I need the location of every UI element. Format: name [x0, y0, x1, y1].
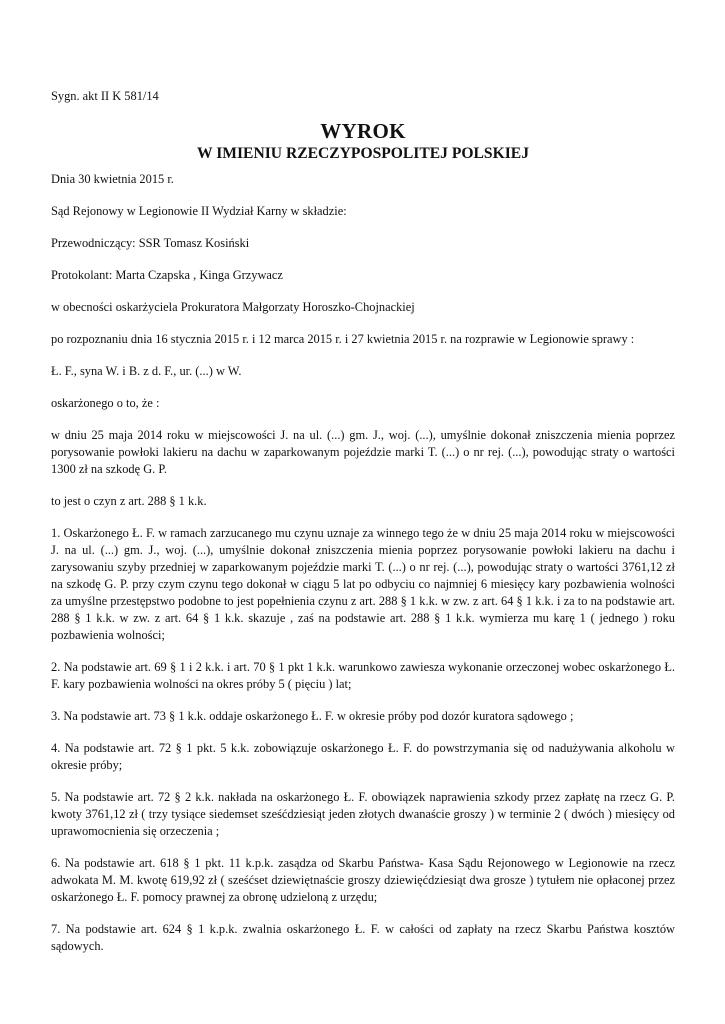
ruling-point-4: 4. Na podstawie art. 72 § 1 pkt. 5 k.k. zobowiązuje oskarżonego Ł. F. do powstrzymania się od nadużywania alkoholu w okresie próby; — [51, 741, 675, 772]
hearing-dates: po rozpoznaniu dnia 16 stycznia 2015 r. i 12 marca 2015 r. i 27 kwietnia 2015 r. na rozprawie w Legionowie sprawy : — [51, 332, 635, 346]
accusation-intro: oskarżonego o to, że : — [51, 396, 160, 410]
document-title: WYROK — [320, 119, 406, 143]
ruling-point-6: 6. Na podstawie art. 618 § 1 pkt. 11 k.p.k. zasądza od Skarbu Państwa- Kasa Sądu Rejonowego w Legionowie na rzecz adwokata M. M. kwotę 619,92 zł ( sześćset dziewiętnaście groszy dziewięćdziesiąt dwa grosze ) tytułem nie opłaconej przez oskarżonego Ł. F. pomocy prawnej za obronę udzieloną z urzędu; — [51, 856, 675, 904]
ruling-point-1: 1. Oskarżonego Ł. F. w ramach zarzucanego mu czynu uznaje za winnego tego że w dniu 25 maja 2014 roku w miejscowości J. na ul. (...) gm. J., woj. (...), umyślnie dokonał zniszczenia mienia poprzez porysowanie powłoki lakieru na dachu i zarysowaniu szyby przedniej w zaparkowanym pojeździe marki T. (...) o nr rej. (...), powodując straty o wartości 3761,12 zł na szkodę G. P. przy czym czynu tego dokonał w ciągu 5 lat po odbyciu co najmniej 6 miesięcy kary pozbawienia wolności za umyślne przestępstwo podobne to jest popełnienia czynu z art. 288 § 1 k.k. w zw. z art. 64 § 1 k.k. i za to na podstawie art. 288 § 1 k.k. w zw. z art. 64 § 1 k.k. skazuje , zaś na podstawie art. 288 § 1 k.k. wymierza mu karę 1 ( jednego ) roku pozbawienia wolności; — [51, 526, 675, 642]
case-signature: Sygn. akt II K 581/14 — [51, 89, 159, 103]
ruling-point-5: 5. Na podstawie art. 72 § 2 k.k. nakłada na oskarżonego Ł. F. obowiązek naprawienia szkody przez zapłatę na rzecz G. P. kwoty 3761,12 zł ( trzy tysiące siedemset sześćdziesiąt jeden złotych dwanaście groszy ) w terminie 2 ( dwóch ) miesięcy od uprawomocnienia się orzeczenia ; — [51, 790, 675, 838]
document-subtitle: W IMIENIU RZECZYPOSPOLITEJ POLSKIEJ — [196, 145, 529, 162]
judgment-date: Dnia 30 kwietnia 2015 r. — [51, 172, 174, 186]
ruling-point-2: 2. Na podstawie art. 69 § 1 i 2 k.k. i art. 70 § 1 pkt 1 k.k. warunkowo zawiesza wykonanie orzeczonej wobec oskarżonego Ł. F. kary pozbawienia wolności na okres próby 5 ( pięciu ) lat; — [51, 660, 675, 691]
presiding-judge: Przewodniczący: SSR Tomasz Kosiński — [51, 236, 250, 250]
defendant-details: Ł. F., syna W. i B. z d. F., ur. (...) w W. — [51, 364, 242, 378]
document-page — [51, 88, 675, 970]
court-composition: Sąd Rejonowy w Legionowie II Wydział Karny w składzie: — [51, 204, 347, 218]
court-clerks: Protokolant: Marta Czapska , Kinga Grzywacz — [51, 268, 283, 282]
ruling-point-7: 7. Na podstawie art. 624 § 1 k.p.k. zwalnia oskarżonego Ł. F. w całości od zapłaty na rzecz Skarbu Państwa kosztów sądowych. — [51, 922, 675, 953]
charge-article: to jest o czyn z art. 288 § 1 k.k. — [51, 494, 207, 508]
ruling-point-3: 3. Na podstawie art. 73 § 1 k.k. oddaje oskarżonego Ł. F. w okresie próby pod dozór kuratora sądowego ; — [51, 709, 574, 723]
prosecutor-presence: w obecności oskarżyciela Prokuratora Małgorzaty Horoszko-Chojnackiej — [51, 300, 415, 314]
charge-description: w dniu 25 maja 2014 roku w miejscowości J. na ul. (...) gm. J., woj. (...), umyślnie dokonał zniszczenia mienia poprzez porysowanie powłoki lakieru na dachu w zaparkowanym pojeździe marki T. (...) o nr rej. (...), powodując straty o wartości 1300 zł na szkodę G. P. — [51, 428, 675, 476]
